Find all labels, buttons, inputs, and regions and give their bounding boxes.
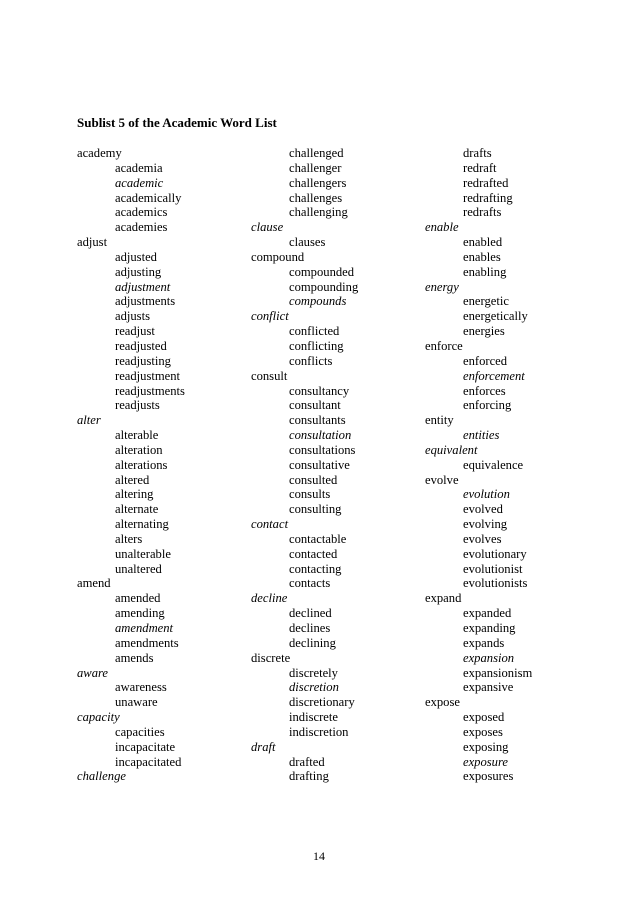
word-family-member: adjustments	[115, 294, 176, 309]
word-family-member: adjusts	[115, 309, 150, 324]
word-family-member: contacts	[289, 576, 331, 591]
word-family-member: challenged	[289, 146, 344, 160]
word-family-member: altered	[115, 472, 150, 487]
word-family-member: contacted	[289, 546, 338, 561]
word-family-member: consultative	[289, 457, 350, 472]
word-family-member: readjustment	[115, 368, 181, 383]
headword: alter	[77, 413, 101, 428]
word-family-member: exposed	[463, 710, 505, 725]
word-family-member: exposing	[463, 739, 509, 754]
headword: capacity	[77, 710, 120, 725]
word-family-member: alterable	[115, 428, 159, 443]
word-family-member: redrafting	[463, 190, 513, 205]
word-family-member: adjustment	[115, 279, 171, 294]
word-family-member: consultation	[289, 428, 352, 443]
word-family-member: enforcing	[463, 398, 512, 413]
word-family-member: consulting	[289, 502, 342, 517]
word-family-member: energies	[463, 324, 505, 339]
word-family-member: capacities	[115, 724, 165, 739]
word-family-member: enforced	[463, 353, 508, 368]
word-family-member: awareness	[115, 680, 167, 695]
headword: aware	[77, 665, 109, 680]
word-family-member: exposures	[463, 769, 514, 784]
word-family-member: energetic	[463, 294, 509, 309]
word-family-member: altering	[115, 487, 154, 502]
word-column-1	[77, 146, 185, 784]
word-family-member: amended	[115, 591, 161, 606]
word-family-member: enforces	[463, 383, 506, 398]
word-family-member: academic	[115, 175, 164, 190]
page-number: 14	[313, 849, 325, 863]
word-family-member: readjusting	[115, 353, 171, 368]
word-family-member: unaware	[115, 695, 158, 710]
word-family-member: evolution	[463, 487, 510, 502]
headword: expose	[425, 695, 460, 710]
word-family-member: alternating	[115, 517, 169, 532]
word-family-member: challenging	[289, 205, 348, 220]
word-column-2	[251, 146, 358, 784]
word-family-member: evolutionists	[463, 576, 528, 591]
word-family-member: consultancy	[289, 383, 350, 398]
word-family-member: readjusted	[115, 338, 167, 353]
word-family-member: contactable	[289, 531, 347, 546]
word-family-member: enabled	[463, 235, 503, 250]
word-family-member: incapacitated	[115, 754, 182, 769]
word-family-member: declining	[289, 635, 336, 650]
word-family-member: expansive	[463, 680, 514, 695]
headword: decline	[251, 591, 288, 606]
word-family-member: consultations	[289, 442, 356, 457]
word-family-member: entities	[463, 428, 500, 443]
word-family-member: alterations	[115, 457, 168, 472]
word-family-member: clauses	[289, 235, 326, 250]
word-family-member: expanding	[463, 621, 516, 635]
word-family-member: expanded	[463, 606, 512, 621]
word-family-member: equivalence	[463, 457, 524, 472]
word-family-member: amendments	[115, 635, 179, 650]
headword: evolve	[425, 472, 459, 487]
word-family-member: academia	[115, 160, 163, 175]
headword: contact	[251, 517, 289, 532]
word-family-member: evolving	[463, 517, 508, 532]
word-family-member: amends	[115, 650, 154, 665]
headword: clause	[251, 220, 284, 235]
word-family-member: discretely	[289, 665, 338, 680]
word-family-member: adjusting	[115, 264, 162, 279]
word-family-member: exposes	[463, 724, 503, 739]
page-title: Sublist 5 of the Academic Word List	[77, 115, 277, 130]
headword: compound	[251, 249, 305, 264]
word-family-member: exposure	[463, 754, 508, 769]
word-family-member: alters	[115, 531, 143, 546]
word-family-member: drafting	[289, 769, 329, 784]
word-family-member: drafts	[463, 146, 492, 160]
word-family-member: expansion	[463, 650, 515, 665]
headword: discrete	[251, 650, 291, 665]
word-family-member: evolutionist	[463, 561, 523, 576]
word-family-member: amending	[115, 606, 165, 621]
word-family-member: unaltered	[115, 561, 162, 576]
headword: enforce	[425, 338, 463, 353]
word-family-member: consultant	[289, 398, 341, 413]
word-family-member: enabling	[463, 264, 507, 279]
word-family-member: energetically	[463, 309, 528, 324]
word-family-member: conflicted	[289, 324, 340, 339]
headword: expand	[425, 591, 462, 606]
headword: entity	[425, 413, 454, 428]
word-family-member: evolutionary	[463, 546, 527, 561]
word-family-member: enforcement	[463, 368, 525, 383]
headword: enable	[425, 220, 459, 235]
word-family-member: discretionary	[289, 695, 355, 710]
word-family-member: enables	[463, 249, 501, 264]
word-family-member: academies	[115, 220, 168, 235]
word-family-member: evolves	[463, 531, 502, 546]
word-family-member: readjustments	[115, 383, 185, 398]
word-family-member: challenges	[289, 190, 343, 205]
word-family-member: consultants	[289, 413, 346, 428]
word-family-member: unalterable	[115, 546, 171, 561]
word-family-member: compounding	[289, 279, 359, 294]
word-family-member: evolved	[463, 502, 503, 517]
word-family-member: contacting	[289, 561, 342, 576]
word-family-member: alteration	[115, 442, 163, 457]
word-family-member: academics	[115, 205, 168, 220]
word-family-member: adjusted	[115, 249, 157, 264]
headword: energy	[425, 279, 459, 294]
word-family-member: consults	[289, 487, 331, 502]
word-family-member: academically	[115, 190, 182, 205]
word-family-member: challengers	[289, 175, 347, 190]
word-family-member: incapacitate	[115, 739, 176, 754]
headword: consult	[251, 368, 288, 383]
headword: draft	[251, 739, 276, 754]
word-family-member: compounded	[289, 264, 355, 279]
word-family-member: readjusts	[115, 398, 160, 413]
word-family-member: challenger	[289, 160, 342, 175]
word-family-member: declines	[289, 621, 331, 635]
word-family-member: expands	[463, 635, 505, 650]
headword: adjust	[77, 235, 108, 250]
word-family-member: consulted	[289, 472, 338, 487]
word-family-member: redrafted	[463, 175, 509, 190]
headword: amend	[77, 576, 111, 591]
headword: academy	[77, 146, 122, 160]
word-family-member: indiscrete	[289, 710, 338, 725]
word-family-member: alternate	[115, 502, 159, 517]
word-family-member: amendment	[115, 621, 174, 635]
word-family-member: indiscretion	[289, 724, 349, 739]
word-column-3	[425, 146, 532, 784]
word-family-member: readjust	[115, 324, 155, 339]
word-family-member: conflicts	[289, 353, 333, 368]
word-family-member: discretion	[289, 680, 339, 695]
headword: conflict	[251, 309, 289, 324]
headword: challenge	[77, 769, 126, 784]
word-family-member: conflicting	[289, 338, 344, 353]
headword: equivalent	[425, 442, 478, 457]
word-family-member: redrafts	[463, 205, 502, 220]
word-family-member: drafted	[289, 754, 325, 769]
word-family-member: redraft	[463, 160, 497, 175]
word-family-member: expansionism	[463, 665, 533, 680]
word-family-member: declined	[289, 606, 332, 621]
word-family-member: compounds	[289, 294, 347, 309]
